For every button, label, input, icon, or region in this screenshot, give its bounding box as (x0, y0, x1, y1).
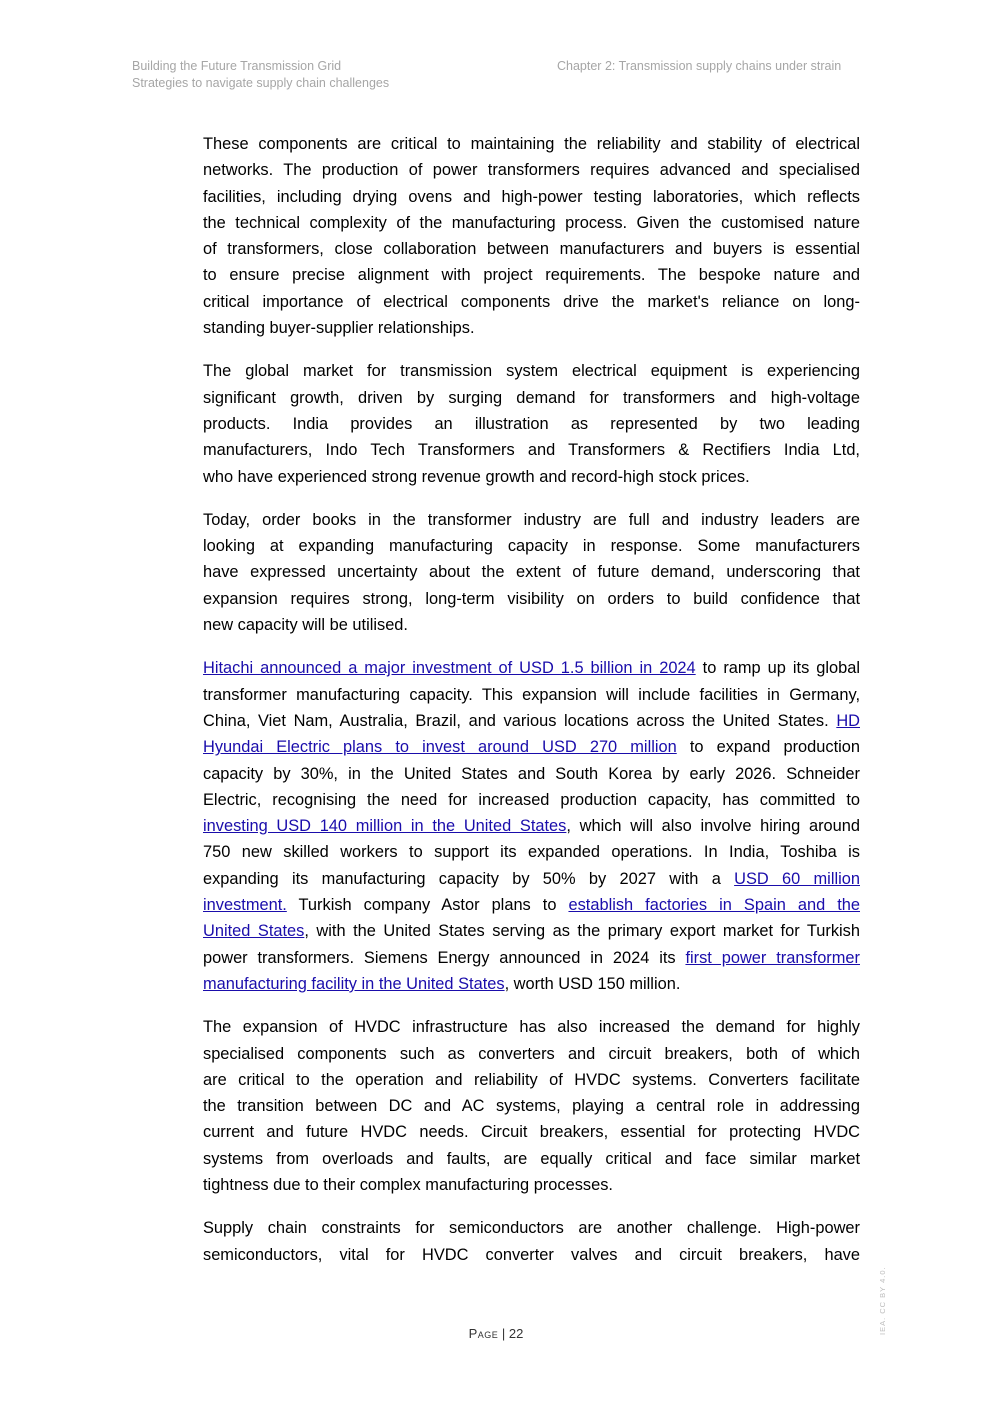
text-run: , which will also involve hiring around (566, 817, 860, 836)
page-label: Page (468, 1326, 499, 1341)
text-line: manufacturers, Indo Tech Transformers and Transformers & Rectifiers India Ltd, (203, 441, 860, 460)
text-line: semiconductors, vital for HVDC converter valves and circuit breakers, have (203, 1245, 860, 1264)
link-siemens-facility[interactable]: first power transformer (685, 948, 860, 967)
text-line: tightness due to their complex manufacturing processes. (203, 1175, 613, 1194)
text-line: These components are critical to maintaining the reliability and stability of electrical (203, 135, 860, 153)
text-line: The global market for transmission system electrical equipment is experiencing (203, 362, 860, 381)
text-line (203, 734, 860, 760)
running-header-left (132, 58, 389, 92)
text-line: significant growth, driven by surging demand for transformers and high-voltage (203, 388, 860, 407)
text-line: specialised components such as converters and circuit breakers, both of which (203, 1044, 860, 1063)
page-footer (0, 1326, 992, 1341)
text-line: products. India provides an illustration as represented by two leading (203, 414, 860, 433)
text-run: Turkish company Astor plans to (286, 896, 569, 915)
text-run: , with the United States serving as the primary export market for Turkish (304, 922, 860, 941)
text-line: who have experienced strong revenue growth and record-high stock prices. (203, 467, 750, 486)
text-run: to ramp up its global (695, 659, 860, 678)
text-line (203, 813, 860, 839)
text-line: new capacity will be utilised. (203, 616, 408, 635)
text-line (203, 971, 860, 997)
text-line: Supply chain constraints for semiconductors are another challenge. High-power (203, 1219, 860, 1238)
text-line: current and future HVDC needs. Circuit breakers, essential for protecting HVDC (203, 1123, 860, 1142)
text-line: are critical to the operation and reliability of HVDC systems. Converters facilitate (203, 1070, 860, 1089)
text-line: systems from overloads and faults, are equally critical and face similar market (203, 1149, 860, 1168)
page-number: 22 (508, 1326, 524, 1341)
text-run: , worth USD 150 million. (504, 974, 681, 993)
link-hitachi-investment[interactable]: Hitachi announced a major investment of USD 1.5 billion in 2024 (203, 659, 696, 678)
header-chapter-title: Chapter 2: Transmission supply chains under strain (557, 59, 842, 73)
paragraph-hvdc-expansion (203, 1014, 860, 1198)
text-line: have expressed uncertainty about the extent of future demand, underscoring that (203, 563, 860, 582)
text-line: of transformers, close collaboration between manufacturers and buyers is essential (203, 240, 860, 259)
text-run: power transformers. Siemens Energy announced in 2024 its (203, 948, 686, 967)
link-hd-hyundai-investment[interactable]: HD (836, 711, 860, 730)
text-line: expansion requires strong, long-term visibility on orders to build confidence that (203, 589, 860, 608)
text-line: capacity by 30%, in the United States and South Korea by early 2026. Schneider (203, 764, 860, 783)
link-astor-factories[interactable]: establish factories in Spain and the (568, 896, 860, 915)
text-line (203, 918, 860, 944)
text-line: the transition between DC and AC systems, playing a central role in addressing (203, 1097, 860, 1116)
text-line: facilities, including drying ovens and high-power testing laboratories, which reflects (203, 187, 860, 206)
text-line: to ensure precise alignment with project requirements. The bespoke nature and (203, 266, 860, 285)
text-line: 750 new skilled workers to support its expanded operations. In India, Toshiba is (203, 843, 860, 862)
text-line: standing buyer-supplier relationships. (203, 319, 475, 338)
link-astor-factories-cont[interactable]: United States (203, 922, 305, 941)
link-toshiba-investment-cont[interactable]: investment. (203, 896, 287, 915)
text-line: The expansion of HVDC infrastructure has also increased the demand for highly (203, 1018, 860, 1037)
page-separator: | (498, 1326, 509, 1341)
paragraph-manufacturer-investments (203, 655, 860, 997)
link-toshiba-investment[interactable]: USD 60 million (734, 869, 860, 888)
text-run: to expand production (676, 738, 860, 757)
text-run: expanding its manufacturing capacity by 50% by 2027 with a (203, 869, 735, 888)
header-report-subtitle: Strategies to navigate supply chain challenges (132, 76, 390, 90)
text-run: China, Viet Nam, Australia, Brazil, and various locations across the United States. (203, 711, 837, 730)
paragraph-transformer-components (203, 131, 860, 341)
text-line: looking at expanding manufacturing capacity in response. Some manufacturers (203, 537, 860, 556)
paragraph-semiconductors (203, 1215, 860, 1268)
document-body (203, 131, 860, 1285)
text-line: Today, order books in the transformer industry are full and industry leaders are (203, 510, 860, 529)
text-line: transformer manufacturing capacity. This expansion will include facilities in Germany, (203, 685, 860, 704)
license-credit: IEA. CC BY 4.0. (878, 1266, 887, 1335)
link-hd-hyundai-investment-cont[interactable]: Hyundai Electric plans to invest around USD 270 million (203, 738, 677, 757)
text-line: networks. The production of power transformers requires advanced and specialised (203, 161, 860, 180)
text-line (203, 655, 860, 681)
header-report-title: Building the Future Transmission Grid (132, 59, 342, 73)
paragraph-global-market (203, 358, 860, 489)
paragraph-order-books (203, 507, 860, 638)
text-line: the technical complexity of the manufacturing process. Given the customised nature (203, 213, 860, 232)
text-line: Electric, recognising the need for increased production capacity, has committed to (203, 790, 860, 809)
text-line (203, 892, 860, 918)
text-line (203, 945, 860, 971)
text-line: critical importance of electrical components drive the market's reliance on long- (203, 292, 860, 311)
link-siemens-facility-cont[interactable]: manufacturing facility in the United States (203, 974, 505, 993)
link-schneider-investment[interactable]: investing USD 140 million in the United States (203, 817, 567, 836)
text-line (203, 708, 860, 734)
text-line (203, 866, 860, 892)
